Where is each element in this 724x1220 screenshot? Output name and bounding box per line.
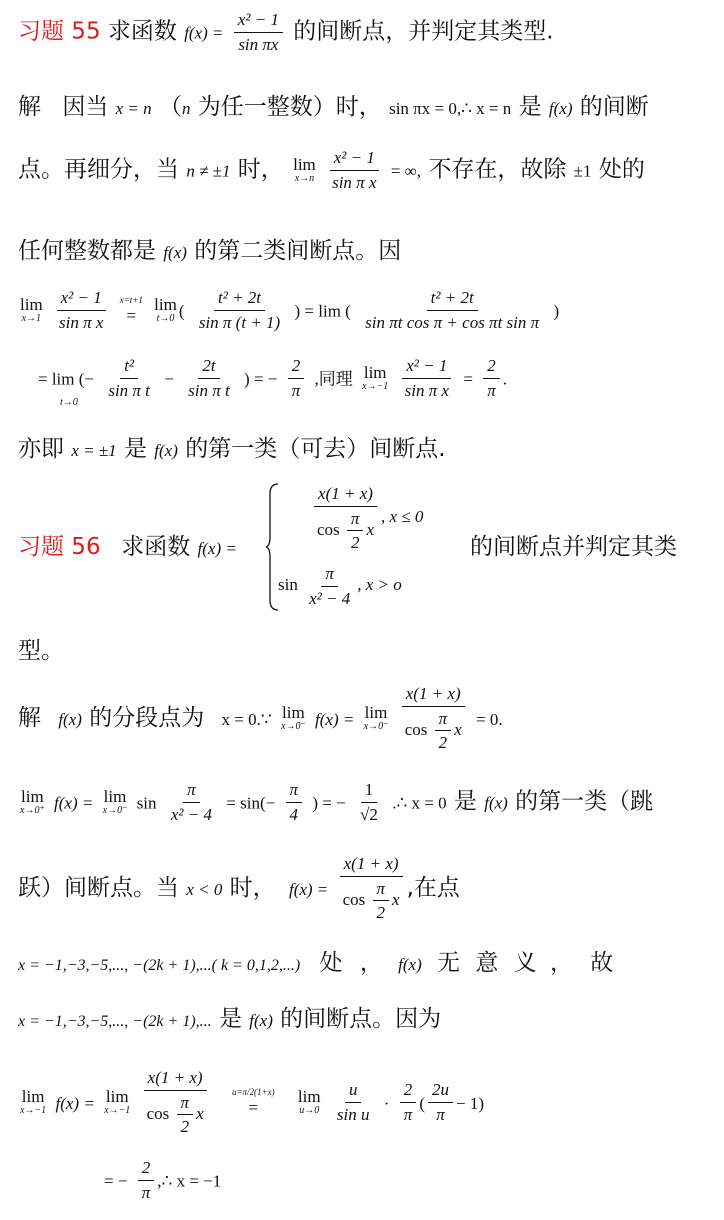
- lim-subscript: [58, 392, 80, 411]
- text: （: [158, 94, 182, 120]
- limit: [20, 788, 45, 817]
- denominator: sin π x: [58, 312, 104, 332]
- numerator: t²: [120, 356, 138, 379]
- math: −: [164, 369, 174, 389]
- fraction: [401, 356, 453, 400]
- math: sin: [136, 793, 157, 813]
- text: 任何整数都是: [18, 238, 156, 264]
- denominator: π: [403, 1104, 413, 1124]
- math: ±1: [573, 161, 592, 181]
- substitution-eq: [232, 1088, 275, 1116]
- exercise-56-tail-2: [18, 632, 64, 665]
- limit: [364, 704, 389, 733]
- lim-text: lim: [297, 1086, 321, 1106]
- variable: x: [392, 889, 400, 909]
- denominator: sin π t: [188, 380, 230, 400]
- lim-text: lim: [364, 702, 388, 722]
- numerator: π: [435, 709, 452, 732]
- denominator: sin u: [336, 1104, 370, 1124]
- text: 故: [590, 950, 614, 976]
- math: − 1): [455, 1093, 484, 1113]
- math: x = 0.∵: [221, 709, 272, 729]
- fraction: [333, 1080, 374, 1124]
- fraction: [313, 484, 378, 553]
- lim-subscript: x→−1: [20, 1104, 47, 1116]
- fraction: [347, 509, 364, 553]
- text: 的第一类（跳: [515, 788, 654, 815]
- numerator: 2u: [428, 1080, 453, 1103]
- sin-text: sin: [278, 574, 298, 594]
- math: ) = −: [312, 793, 346, 813]
- fraction: [184, 356, 234, 400]
- text: 求函数: [121, 534, 191, 560]
- text: 的分段点为: [89, 704, 205, 731]
- text: 求函数: [107, 18, 177, 45]
- solution-line-2: [18, 148, 645, 192]
- exercise-56-header: [18, 528, 237, 561]
- text: 的第一类（可去）间断点.: [185, 436, 446, 462]
- fraction: [104, 356, 154, 400]
- denominator: π: [291, 380, 301, 400]
- fraction: [356, 780, 382, 824]
- math: = 0.: [476, 709, 503, 729]
- limit: [103, 788, 128, 817]
- fraction: [483, 356, 500, 400]
- variable: x: [454, 719, 462, 739]
- denominator: sin π t: [108, 380, 150, 400]
- equals: =: [248, 1098, 259, 1118]
- limit: [20, 296, 43, 325]
- denominator: x² − 4: [170, 804, 212, 824]
- fraction: [435, 709, 452, 753]
- denominator: 2: [376, 903, 386, 923]
- lim-subscript: x→n: [294, 172, 315, 184]
- denominator: 2: [180, 1117, 190, 1137]
- text: 的间断: [579, 94, 649, 120]
- lim-text: lim: [103, 786, 127, 806]
- lim-subscript: x→0⁻: [363, 720, 389, 732]
- text: 跃）间断点。当: [18, 874, 179, 901]
- limit: [362, 364, 388, 393]
- numerator: 2: [400, 1080, 417, 1103]
- equation-56-line-2: [104, 1158, 221, 1202]
- fraction: [428, 1080, 453, 1124]
- text: 是: [218, 1006, 242, 1032]
- limit: [154, 296, 177, 325]
- solution-56-line-3: [18, 854, 460, 923]
- lim-text: lim: [293, 154, 316, 174]
- condition: , x > o: [357, 574, 402, 594]
- lim-subscript: x→1: [21, 312, 42, 324]
- limit: [20, 1088, 46, 1117]
- math: f(x): [154, 441, 178, 460]
- lim-text: lim: [21, 1086, 45, 1106]
- math: ): [553, 301, 560, 321]
- math: f(x): [548, 99, 573, 118]
- math: n: [181, 99, 191, 118]
- numerator: x(1 + x): [402, 684, 465, 707]
- lim-subscript: t→0: [156, 312, 175, 324]
- denominator: sin π x: [404, 380, 450, 400]
- denominator: 2: [438, 733, 448, 753]
- denominator: 4: [289, 804, 299, 824]
- equation-line-1: [18, 288, 559, 332]
- fraction: [361, 288, 543, 332]
- lim-text: lim: [20, 294, 43, 314]
- solution-56-line-4: [18, 944, 613, 977]
- math: .: [502, 369, 508, 389]
- fraction: [305, 564, 354, 608]
- cos-text: cos: [404, 719, 428, 739]
- numerator: u: [345, 1080, 362, 1103]
- lim-text: lim: [282, 702, 305, 722]
- text: 无: [437, 950, 461, 976]
- numerator: π: [177, 1093, 194, 1116]
- denominator: sin π x: [332, 172, 377, 192]
- cos-text: cos: [146, 1103, 170, 1123]
- text: 型。: [18, 638, 64, 664]
- limit: [281, 704, 306, 733]
- math: f(x) =: [54, 793, 94, 813]
- math: = lim (−: [38, 369, 95, 389]
- fraction: [138, 1158, 155, 1202]
- text: 为任一整数）时，: [197, 94, 382, 120]
- fraction: [177, 1093, 194, 1137]
- numerator: x(1 + x): [314, 484, 377, 507]
- variable: x: [366, 519, 374, 539]
- text: 意: [475, 950, 499, 976]
- fraction: [288, 356, 305, 400]
- cos-text: cos: [317, 519, 340, 539]
- limit: [104, 1088, 130, 1117]
- solution-label: 解: [18, 94, 41, 120]
- denominator: √2: [360, 804, 378, 824]
- numerator: 2: [483, 356, 500, 379]
- math: f(x) =: [288, 879, 329, 899]
- numerator: x(1 + x): [340, 854, 403, 877]
- text: ，: [549, 950, 573, 976]
- math: = sin(−: [226, 793, 276, 813]
- text: 是: [453, 788, 477, 815]
- numerator: 2: [288, 356, 305, 379]
- solution-line-1: [18, 88, 649, 121]
- numerator: x² − 1: [402, 356, 451, 379]
- lim-subscript: x→−1: [104, 1104, 131, 1116]
- denominator: [143, 1091, 208, 1137]
- math: f(x): [249, 1011, 273, 1030]
- math: x < 0: [186, 879, 223, 899]
- lim-subscript: x→0⁺: [20, 804, 45, 816]
- fraction: [195, 288, 284, 332]
- exercise-55-header: [18, 10, 554, 54]
- math: f(x): [163, 243, 187, 262]
- fraction: [234, 10, 283, 54]
- numerator: x² − 1: [330, 148, 379, 171]
- equation-56-line-1: [18, 1068, 484, 1137]
- fraction: [373, 879, 390, 923]
- fraction: [328, 148, 380, 192]
- text: 时，: [237, 156, 284, 183]
- math: .∴ x = 0: [392, 793, 447, 813]
- numerator: t² + 2t: [427, 288, 478, 311]
- limit: [298, 1088, 321, 1117]
- exercise-55-label: 习题 55: [18, 18, 101, 45]
- lim-subscript: u→0: [299, 1104, 320, 1116]
- text: 因当: [62, 94, 109, 120]
- text: 的第二类间断点。因: [194, 238, 402, 264]
- math: f(x) =: [197, 539, 237, 558]
- substitution-eq: [120, 296, 143, 324]
- solution-label: 解: [18, 704, 41, 731]
- math: f(x): [58, 709, 82, 729]
- math: ,同理: [314, 369, 353, 389]
- limit: [293, 156, 316, 185]
- denominator: [401, 707, 466, 753]
- equation-line-2: [38, 356, 507, 400]
- lim-subscript: x→−1: [362, 380, 389, 392]
- math: x = n: [115, 99, 152, 118]
- text: 处的: [598, 156, 645, 183]
- solution-56-line-5: [18, 1000, 441, 1033]
- substitution-text: u=π/2(1+x): [231, 1087, 275, 1098]
- exercise-56-label: 习题 56: [18, 534, 101, 560]
- text: 点。再细分，当: [18, 156, 179, 183]
- denominator: sin πx: [238, 34, 279, 54]
- exercise-56-tail: [470, 528, 677, 561]
- lim-text: lim: [154, 294, 177, 314]
- equals: =: [126, 306, 137, 326]
- math: f(x): [484, 793, 508, 813]
- text: 义: [513, 950, 537, 976]
- numerator: t² + 2t: [214, 288, 265, 311]
- substitution-text: x=t+1: [119, 295, 143, 306]
- denominator: [313, 507, 378, 553]
- numerator: 2t: [198, 356, 219, 379]
- text: 亦即: [18, 436, 64, 462]
- math: x = −1,−3,−5,..., −(2k + 1),...( k = 0,1,2,...): [18, 957, 301, 974]
- math: ·: [383, 1093, 390, 1113]
- math: f(x) =: [315, 709, 355, 729]
- math: ,∴ x = −1: [157, 1171, 222, 1191]
- math: x = ±1: [71, 441, 117, 460]
- denominator: sin π (t + 1): [198, 312, 281, 332]
- numerator: π: [373, 879, 390, 902]
- text: ，: [359, 950, 383, 976]
- denominator: π: [487, 380, 496, 400]
- math: n ≠ ±1: [186, 161, 231, 181]
- lim-subscript: x→0⁻: [102, 804, 128, 816]
- numerator: π: [183, 780, 200, 803]
- conclusion-55: [18, 430, 446, 463]
- denominator: π: [141, 1182, 151, 1202]
- variable: x: [196, 1103, 204, 1123]
- numerator: x² − 1: [234, 10, 283, 33]
- math: f(x) =: [55, 1093, 95, 1113]
- numerator: 1: [361, 780, 378, 803]
- denominator: sin πt cos π + cos πt sin π: [365, 312, 540, 332]
- text: 的间断点，并判定其类型.: [293, 18, 554, 45]
- math: f(x) =: [184, 23, 224, 43]
- numerator: π: [286, 780, 303, 803]
- text: 不存在，故除: [428, 156, 567, 183]
- solution-line-3: [18, 232, 401, 265]
- math: = ∞,: [390, 161, 422, 181]
- denominator: x² − 4: [309, 588, 351, 608]
- piecewise-case-2: [278, 564, 402, 608]
- fraction: [167, 780, 216, 824]
- fraction: [400, 1080, 417, 1124]
- text: 时，: [229, 874, 276, 901]
- numerator: 2: [138, 1158, 155, 1181]
- math: f(x): [398, 955, 422, 974]
- fraction: [143, 1068, 208, 1137]
- text: ,在点: [406, 874, 460, 901]
- math: ) = lim (: [294, 301, 351, 321]
- piecewise-case-1: [310, 484, 423, 553]
- lim-subscript: x→0⁻: [281, 720, 306, 732]
- fraction: [401, 684, 466, 753]
- math: ) = −: [244, 369, 278, 389]
- numerator: π: [321, 564, 338, 587]
- numerator: x(1 + x): [144, 1068, 207, 1091]
- numerator: π: [347, 509, 364, 532]
- math: (: [178, 301, 185, 321]
- fraction: [339, 854, 404, 923]
- denominator: π: [436, 1104, 445, 1124]
- text: 的间断点。因为: [280, 1006, 442, 1032]
- cos-text: cos: [342, 889, 366, 909]
- fraction: [286, 780, 303, 824]
- denominator: [339, 877, 404, 923]
- math: x = −1,−3,−5,..., −(2k + 1),...: [18, 1013, 212, 1030]
- text: 的间断点并判定其类: [470, 534, 677, 560]
- text: 处: [319, 950, 343, 976]
- fraction: [55, 288, 107, 332]
- math: =: [463, 369, 473, 389]
- lim-text: lim: [21, 786, 44, 806]
- text: 是: [123, 436, 147, 462]
- math: = −: [104, 1171, 128, 1191]
- lim-text: lim: [105, 1086, 129, 1106]
- math: (: [419, 1093, 425, 1113]
- text: 是: [518, 94, 542, 120]
- solution-56-line-1: [18, 684, 503, 753]
- condition: , x ≤ 0: [381, 507, 424, 527]
- solution-56-line-2: [18, 780, 653, 824]
- lim-subscript-text: t→0: [60, 396, 78, 408]
- math: sin πx = 0,∴ x = n: [389, 99, 512, 118]
- denominator: 2: [350, 533, 360, 553]
- numerator: x² − 1: [57, 288, 106, 311]
- lim-text: lim: [363, 362, 387, 382]
